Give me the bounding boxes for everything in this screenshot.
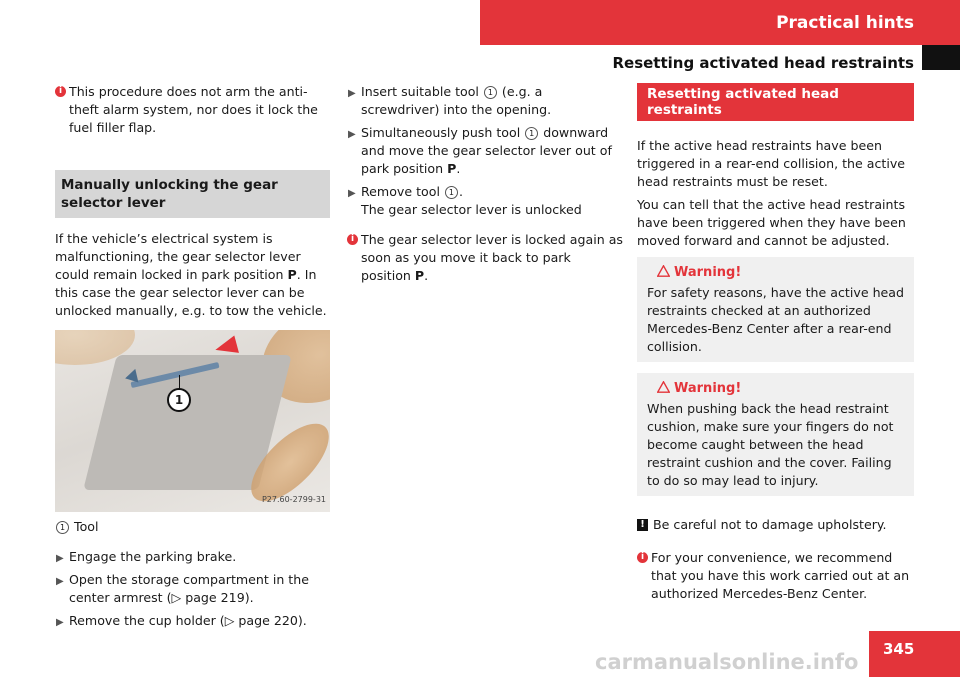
- step-text: Remove the cup holder (▷ page 220).: [69, 613, 307, 628]
- info-note-convenience: [637, 549, 914, 603]
- info-text: For your convenience, we recommend that you have this work carried out at an authorized Mercedes-Benz Center.: [651, 550, 910, 601]
- note-text: Be careful not to damage upholstery.: [653, 517, 887, 532]
- info-text: This procedure does not arm the anti-theft alarm system, nor does it lock the fuel filler flap.: [69, 84, 318, 135]
- section-heading-gear-lever: Manually unlocking the gear selector lever: [55, 170, 330, 218]
- column-1: [55, 83, 330, 630]
- step-parking-brake: [55, 548, 330, 566]
- step-push-tool: [347, 124, 623, 178]
- info-icon: i: [637, 552, 648, 563]
- tool-number: 1: [525, 127, 538, 140]
- note-upholstery: [637, 516, 914, 534]
- para-text-b: . In this case the gear selector lever can be unlocked manually, e.g. to tow the vehicle.: [55, 267, 327, 318]
- arrow-right-icon: ▶: [348, 88, 356, 99]
- legend-text: Tool: [74, 519, 99, 534]
- arrow-right-icon: ▶: [56, 576, 64, 587]
- step-text: Remove tool: [361, 184, 444, 199]
- warning-title-text: Warning!: [674, 381, 742, 396]
- exclamation-icon: !: [637, 519, 648, 531]
- step-cup-holder: [55, 612, 330, 630]
- warning-title-text: Warning!: [674, 265, 742, 280]
- page-number: 345: [869, 631, 960, 677]
- step-text: Simultaneously push tool: [361, 125, 525, 140]
- legend-number: 1: [56, 521, 69, 534]
- step-text: Open the storage compartment in the center armrest (▷ page 219).: [69, 572, 309, 605]
- step-result: The gear selector lever is unlocked: [361, 202, 582, 217]
- info-note-alarm: [55, 83, 330, 137]
- arrow-right-icon: ▶: [348, 188, 356, 199]
- info-icon: i: [347, 234, 358, 245]
- arrow-right-icon: ▶: [56, 553, 64, 564]
- figure-legend: [55, 518, 330, 536]
- head-restraint-para-2: You can tell that the active head restraints have been triggered when they have been moved forward and cannot be adjusted.: [637, 197, 906, 248]
- step-text: (e.g. a screwdriver) into the opening.: [361, 84, 552, 117]
- armrest-figure: [55, 330, 330, 512]
- info-icon: i: [55, 86, 66, 97]
- step-text: Insert suitable tool: [361, 84, 483, 99]
- park-position-bold: P: [414, 268, 425, 283]
- para-text-a: If the vehicle’s electrical system is malfunctioning, the gear selector lever could remain locked in park position: [55, 231, 301, 282]
- park-position-bold: P: [287, 267, 297, 282]
- arrow-right-icon: ▶: [56, 617, 64, 628]
- section-heading-head-restraints: Resetting activated head restraints: [637, 83, 914, 121]
- column-2: [347, 83, 623, 285]
- step-text: .: [456, 161, 461, 176]
- warning-box-safety: [637, 257, 914, 362]
- header-black-tab: [922, 45, 960, 70]
- step-text: Engage the parking brake.: [69, 549, 237, 564]
- gear-lever-paragraph: [55, 230, 330, 320]
- step-text: .: [458, 184, 463, 199]
- park-position-bold: P: [447, 161, 457, 176]
- tool-number: 1: [445, 186, 458, 199]
- page-subtitle: Resetting activated head restraints: [612, 54, 914, 72]
- info-text: .: [424, 268, 429, 283]
- tool-number: 1: [484, 86, 497, 99]
- warning-title: [647, 380, 908, 398]
- step-remove-tool: [347, 183, 623, 219]
- watermark: carmanualsonline.info: [595, 650, 859, 674]
- figure-callout-number: 1: [167, 388, 191, 412]
- step-insert-tool: [347, 83, 623, 119]
- section-title: Practical hints: [776, 13, 914, 33]
- warning-box-injury: [637, 373, 914, 496]
- head-restraint-para-1: If the active head restraints have been triggered in a rear-end collision, the active head restraints must be reset.: [637, 138, 906, 189]
- arrow-right-icon: ▶: [348, 129, 356, 140]
- warning-text: When pushing back the head restraint cushion, make sure your fingers do not become caught between the head restraint cushion and the cover. Failing to do so may lead to injury.: [647, 401, 894, 488]
- warning-triangle-icon: [657, 265, 670, 277]
- step-text: downward and move the gear selector lever out of park position: [361, 125, 612, 176]
- callout-leader-line: [179, 375, 180, 389]
- warning-title: [647, 264, 908, 282]
- column-3: [637, 83, 914, 603]
- warning-triangle-icon: [657, 381, 670, 393]
- info-note-relock: [347, 231, 623, 285]
- warning-text: For safety reasons, have the active head restraints checked at an authorized Mercedes-Benz Center after a rear-end collision.: [647, 285, 905, 354]
- figure-code: P27.60-2799-31: [261, 495, 326, 504]
- step-storage-compartment: [55, 571, 330, 607]
- info-text: The gear selector lever is locked again as soon as you move it back to park position: [361, 232, 623, 283]
